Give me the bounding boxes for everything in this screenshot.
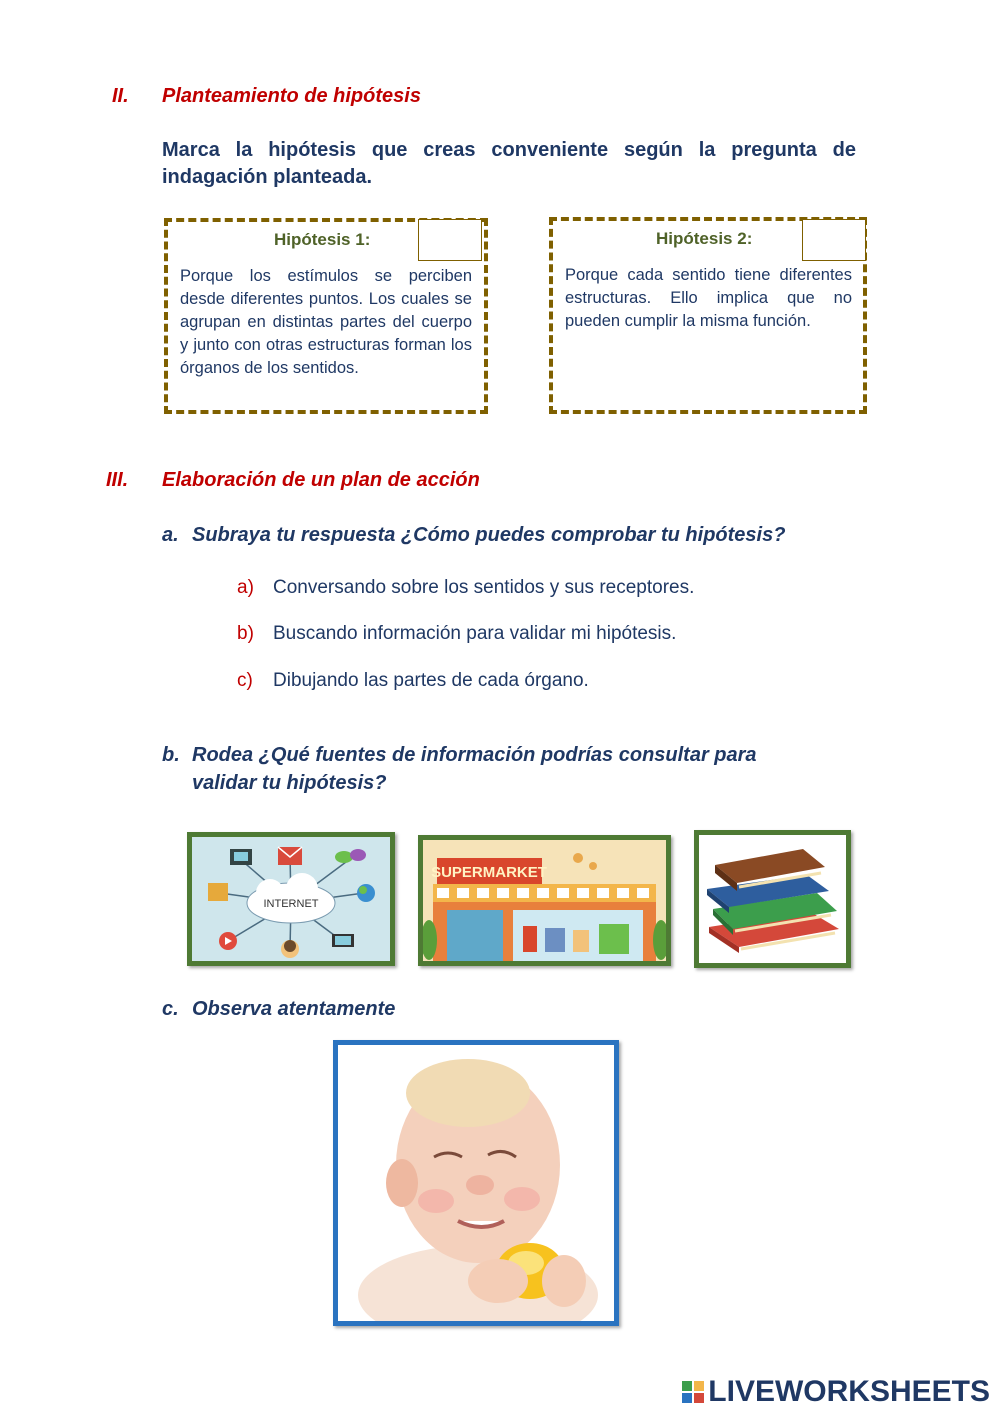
books-stack-icon: [699, 835, 846, 963]
question-b-label: b.: [162, 744, 180, 766]
option-c-letter: c): [237, 670, 253, 691]
section-3-number: III.: [106, 469, 129, 491]
section-2-title: Planteamiento de hipótesis: [162, 85, 421, 107]
books-image[interactable]: [694, 830, 851, 968]
hypothesis-2-title: Hipótesis 2:: [656, 229, 753, 248]
hypothesis-instruction: Marca la hipótesis que creas conveniente según la pregunta de indagación planteada.: [162, 139, 856, 188]
hypothesis-2-text: Porque cada sentido tiene diferentes estructuras. Ello implica que no pueden cumplir la misma función.: [565, 266, 852, 330]
question-a-text: Subraya tu respuesta ¿Cómo puedes comprobar tu hipótesis?: [192, 524, 786, 546]
question-c-text: Observa atentamente: [192, 998, 396, 1020]
option-b-text[interactable]: Buscando información para validar mi hipótesis.: [273, 623, 677, 644]
baby-eating-lemon-icon: [338, 1045, 614, 1321]
option-a-text[interactable]: Conversando sobre los sentidos y sus receptores.: [273, 577, 695, 598]
question-a-label: a.: [162, 524, 179, 546]
supermarket-label: SUPERMARKET: [431, 864, 547, 881]
option-c-text[interactable]: Dibujando las partes de cada órgano.: [273, 670, 589, 691]
supermarket-image[interactable]: [418, 835, 671, 966]
liveworksheets-logo[interactable]: [682, 1375, 990, 1409]
question-b-line1: Rodea ¿Qué fuentes de información podrías consultar para: [192, 744, 757, 766]
question-b-line2: validar tu hipótesis?: [192, 772, 387, 794]
section-2-number: II.: [112, 85, 129, 107]
internet-image[interactable]: [187, 832, 395, 966]
liveworksheets-logo-icon: [682, 1381, 704, 1403]
question-c-label: c.: [162, 998, 179, 1020]
internet-network-icon: [192, 837, 390, 961]
hypothesis-1-text: Porque los estímulos se perciben desde diferentes puntos. Los cuales se agrupan en distintas partes del cuerpo y junto con otras estructuras forman los órganos de los sentidos.: [180, 267, 472, 377]
baby-lemon-image: [333, 1040, 619, 1326]
liveworksheets-logo-text: LIVEWORKSHEETS: [708, 1375, 990, 1408]
option-a-letter: a): [237, 577, 254, 598]
internet-label: INTERNET: [263, 898, 319, 910]
section-3-title: Elaboración de un plan de acción: [162, 469, 480, 491]
supermarket-store-icon: [423, 840, 666, 961]
hypothesis-1-title: Hipótesis 1:: [274, 230, 371, 249]
option-b-letter: b): [237, 623, 254, 644]
hypothesis-2-checkbox[interactable]: [802, 219, 866, 261]
hypothesis-1-checkbox[interactable]: [418, 219, 482, 261]
